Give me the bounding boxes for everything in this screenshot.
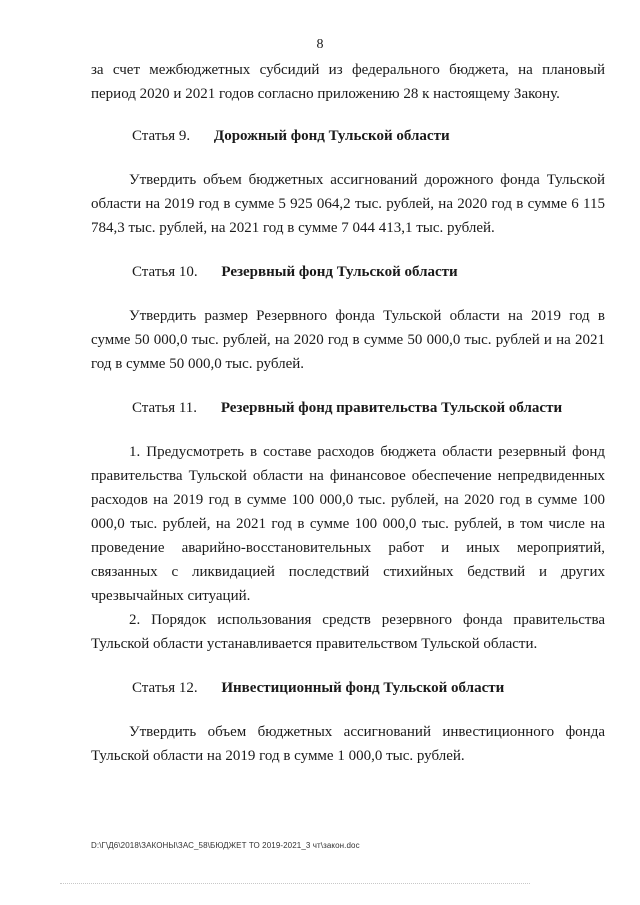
article-paragraph: 2. Порядок использования средств резервного фонда правительства Тульской области устанавливается правительством Тульской области.: [91, 612, 605, 652]
intro-paragraph: за счет межбюджетных субсидий из федерального бюджета, на плановый период 2020 и 2021 годов согласно приложению 28 к настоящему Закону.: [91, 62, 605, 102]
article-paragraph: 1. Предусмотреть в составе расходов бюджета области резервный фонд правительства Тульской области на финансовое обеспечение непредвиденных расходов на 2019 год в сумме 100 000,0 тыс. рублей, на 2020 год в сумме 100 000,0 тыс. рублей, на 2021 год в сумме 100 000,0 тыс. рублей, в том числе на проведение аварийно-восстановительных работ и иных мероприятий, связанных с ликвидацией последствий стихийных бедствий и других чрезвычайных ситуаций.: [91, 444, 605, 604]
article-paragraph: Утвердить размер Резервного фонда Тульской области на 2019 год в сумме 50 000,0 тыс. рублей, на 2020 год в сумме 50 000,0 тыс. рублей и на 2021 год в сумме 50 000,0 тыс. рублей.: [91, 308, 605, 372]
article-number: Статья 9.: [132, 128, 191, 144]
file-path-footer: D:\Г\Д6\2018\ЗАКОНЫ\ЗАС_58\БЮДЖЕТ ТО 2019-2021_3 чт\закон.doc: [91, 841, 360, 850]
article-title: Дорожный фонд Тульской области: [213, 128, 450, 144]
article-title: Резервный фонд правительства Тульской области: [220, 400, 563, 416]
scan-artifact-line: [60, 883, 530, 885]
page-number: 8: [316, 37, 324, 52]
article-heading-12: [91, 676, 605, 700]
article-heading-10: [91, 260, 605, 284]
article-title: Инвестиционный фонд Тульской области: [221, 680, 505, 696]
article-paragraph: Утвердить объем бюджетных ассигнований дорожного фонда Тульской области на 2019 год в сумме 5 925 064,2 тыс. рублей, на 2020 год в сумме 6 115 784,3 тыс. рублей, на 2021 год в сумме 7 044 413,1 тыс. рублей.: [91, 172, 605, 236]
article-heading-9: [91, 124, 605, 148]
article-number: Статья 10.: [132, 264, 198, 280]
article-paragraph: Утвердить объем бюджетных ассигнований инвестиционного фонда Тульской области на 2019 год в сумме 1 000,0 тыс. рублей.: [91, 724, 605, 764]
document-body: [91, 58, 605, 768]
article-number: Статья 12.: [132, 680, 198, 696]
article-number: Статья 11.: [132, 400, 198, 416]
article-heading-11: [91, 396, 605, 420]
article-title: Резервный фонд Тульской области: [221, 264, 458, 280]
